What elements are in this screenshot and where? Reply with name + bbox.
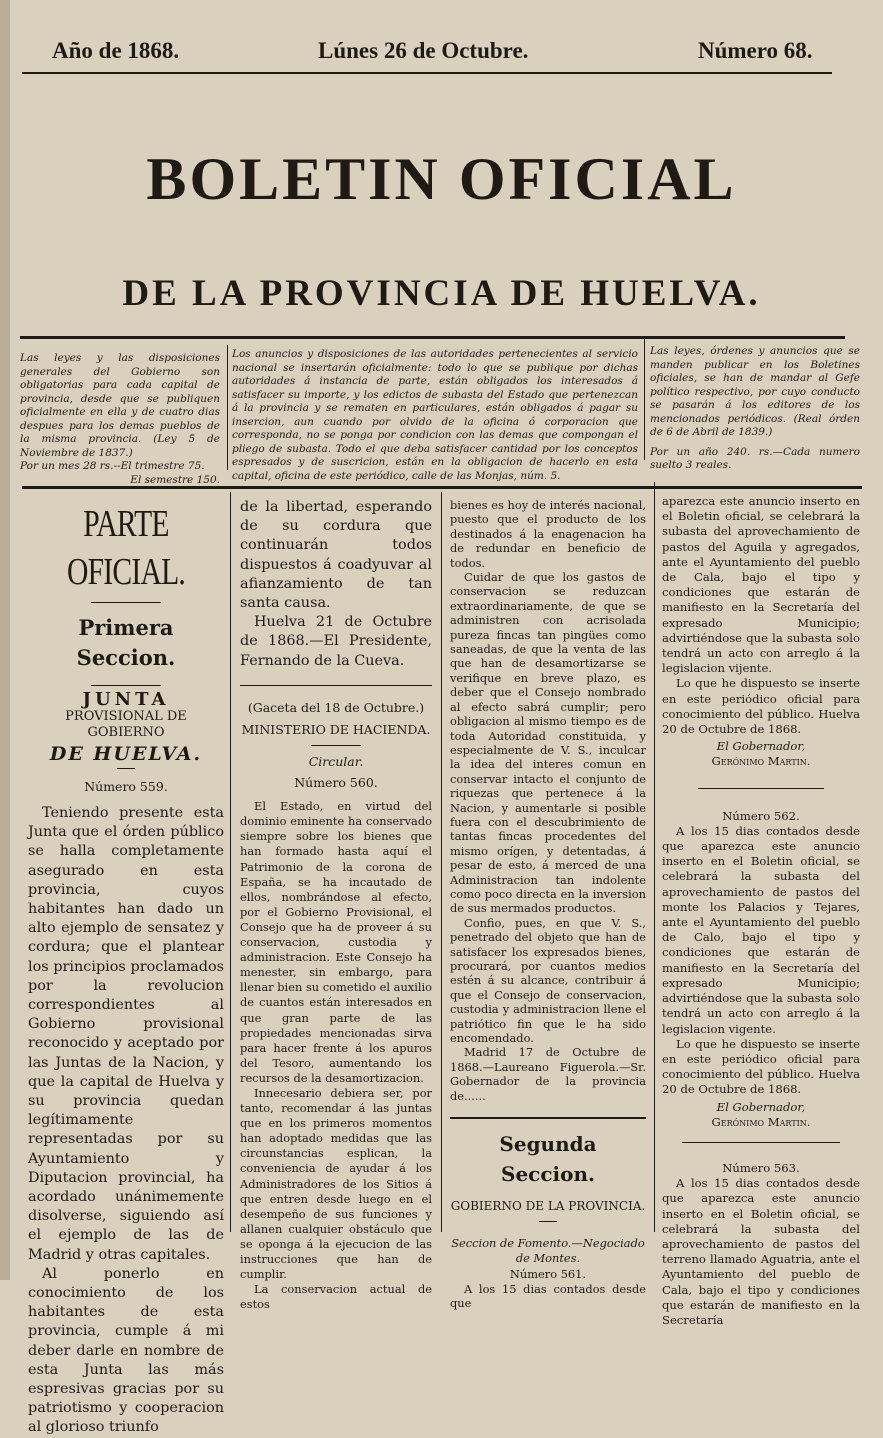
notice-left-text: Las leyes y las disposiciones generales del Gobierno son obligatorias para cada capital de provincia, desde que se publiquen oficialmente en ella y de cuatro dias despues para los demas pueblos de la misma provincia. (Ley 5 de Noviembre de 1837.)	[20, 352, 220, 459]
junta-subheading: PROVISIONAL DE GOBIERNO	[65, 708, 187, 741]
section-rule	[698, 788, 824, 789]
notice-left-price1: Por un mes 28 rs.--El trimestre 75.	[20, 460, 205, 472]
notice-left	[20, 352, 220, 487]
notice-right	[650, 345, 860, 473]
paragraph: Innecesario debiera ser, por tanto, recomendar á las juntas que en los primeros momentos han adoptado medidas que las circunstancias esplican, la conveniencia de ayudar á los Administradores de los Sitios á que entren desde luego en el desempeño de sus funciones y allanen cualquier obstáculo que se oponga á la ejecucion de las instrucciones que han de cumplir.	[240, 1085, 432, 1282]
paragraph: Lo que he dispuesto se inserte en este periódico oficial para conocimiento del público. Huelva 20 de Octubre de 1868.	[662, 676, 860, 737]
paragraph: bienes es hoy de interés nacional, puesto que el producto de los destinados á la enagenacion ha de redundar en beneficio de todos.	[450, 498, 646, 570]
segunda-seccion-heading: Segunda Seccion.	[499, 1132, 597, 1187]
document-number: Número 562.	[722, 808, 800, 823]
paragraph: Teniendo presente esta Junta que el órden público se halla completamente asegurado en esta provincia, cuyos habitantes han dado un alto ejemplo de sensatez y cordura; que el plantear los principios proclamados por la revolucion correspondientes al Gobierno provisional reconocido y aceptado por las Juntas de la Nacion, y que la capital de Huelva y su provincia quedan legítimamente representadas por su Ayuntamiento y Diputacion provincial, ha acordado unánimemente disolverse, siguiendo así el ejemplo de las de Madrid y otras capitales.	[28, 804, 224, 1263]
paragraph: Lo que he dispuesto se inserte en este periódico oficial para conocimiento del público. Huelva 20 de Octubre de 1868.	[662, 1036, 860, 1097]
paragraph: Cuidar de que los gastos de conservacion se reduzcan extraordinariamente, de que se administren con acrisolada pureza fincas tan pingües como saneadas, de que la venta de las que han de desamortizarse se verifique en breve plazo, es deber que el Consejo nombrado al efecto sabrá cumplir; pero obligacion al mismo tiempo es de toda Autoridad constituida, y especialmente de V. S., inculcar la idea del interes comun en conservar intacto el conjunto de riquezas que pertenece á la Nacion, y aumentarle si posible fuera con el descubrimiento de tantas fincas procedentes del mismo orígen, y detentadas, á pesar de esto, á merced de una Administracion tan indolente como poco directa en la inversion de sus mermados productos.	[450, 570, 646, 916]
paragraph: El Estado, en virtud del dominio eminente ha conservado siempre sobre los bienes que han formado hasta aquí el Patrimonio de la corona de España, se ha incautado de ellos, nombrándose al efecto, por el Gobierno Provisional, el Consejo que ha de proveer á su conservacion, custodia y administracion. Este Consejo ha menester, sin embargo, para llenar bien su cometido el auxilio de cuantos están interesados en que gran parte de las propiedades mencionadas sirva para hacer frente á los apuros del Tesoro, aumentando los recursos de la desamortizacion.	[240, 799, 432, 1085]
parte-oficial-heading: PARTE OFICIAL.	[66, 503, 186, 593]
section-rule	[450, 1117, 646, 1119]
signature-title: El Gobernador,	[716, 739, 806, 754]
signature-title: El Gobernador,	[716, 1099, 806, 1114]
document-number: Número 560.	[294, 774, 378, 790]
fomento-heading: Seccion de Fomento.—Negociado de Montes.	[451, 1236, 645, 1265]
paragraph: La conservacion actual de estos	[240, 1282, 432, 1312]
column-4	[662, 494, 860, 1328]
paragraph: de la libertad, esperando de su cordura que continuarán todos dispuestos á coadyuvar al afianzamiento de tan santa causa.	[240, 499, 432, 612]
primera-seccion-heading: Primera Seccion.	[76, 615, 176, 670]
column-2	[240, 498, 432, 1312]
paragraph: aparezca este anuncio inserto en el Boletin oficial, se celebrará la subasta del aprovechamiento de pastos del Aguila y agregados, ante el Ayuntamiento del pueblo de Cala, bajo el tipo y condiciones que estarán de manifiesto en la Secretaría del expresado Municipio; advirtiéndose que la subasta solo tendrá un acto con arreglo á la legislacion vijente.	[662, 494, 860, 676]
paragraph: Madrid 17 de Octubre de 1868.—Laureano Figuerola.—Sr. Gobernador de la provincia de......	[450, 1045, 646, 1103]
notice-right-price: Por un año 240. rs.—Cada numero suelto 3 reales.	[650, 445, 860, 471]
header-year: Año de 1868.	[52, 38, 180, 63]
header-rule	[22, 72, 832, 74]
junta-heading: JUNTA	[82, 689, 170, 710]
paragraph: Huelva 21 de Octubre de 1868.—El Presidente, Fernando de la Cueva.	[240, 614, 432, 669]
column-1	[28, 500, 224, 1438]
header-date: Lúnes 26 de Octubre.	[318, 38, 529, 63]
masthead-title: BOLETIN OFICIAL	[146, 146, 737, 212]
document-number: Número 561.	[509, 1267, 587, 1282]
ornament-rule	[311, 745, 361, 746]
ornament-rule	[91, 685, 161, 686]
ornament-dash	[117, 768, 135, 769]
section-rule	[240, 685, 432, 686]
notice-divider-1	[227, 345, 228, 470]
circular-heading: Circular.	[308, 754, 364, 770]
ministerio-heading: MINISTERIO DE HACIENDA.	[241, 722, 431, 738]
gaceta-reference: (Gaceta del 18 de Octubre.)	[247, 699, 425, 715]
signature-name: Gerónimo Martin.	[711, 1114, 811, 1129]
column-divider-2	[441, 492, 442, 1232]
masthead-subtitle: DE LA PROVINCIA DE HUELVA.	[122, 273, 761, 314]
notice-right-text: Las leyes, órdenes y anuncios que se manden publicar en los Boletines oficiales, se han de mandar al Gefe político respectivo, por cuyo conducto se pasarán á los editores de los mencionados periódicos. (Real órden de 6 de Abril de 1839.)	[650, 345, 860, 438]
paragraph: Al ponerlo en conocimiento de los habitantes de esta provincia, cumple á mi deber darle en nombre de esta Junta las más espresivas gracias por su patriotismo y cooperacion al glorioso triunfo	[28, 1265, 224, 1436]
document-number: Número 563.	[722, 1160, 800, 1175]
header-number: Número 68.	[698, 38, 813, 63]
signature-name: Gerónimo Martin.	[711, 754, 811, 769]
notice-divider-2	[644, 338, 645, 460]
notice-top-rule	[20, 336, 845, 339]
columns-top-rule	[22, 486, 862, 489]
section-rule	[682, 1142, 840, 1143]
paragraph: A los 15 dias contados desde que	[450, 1281, 646, 1311]
paragraph: A los 15 dias contados desde que aparezca este anuncio inserto en el Boletin oficial, se celebrará la subasta del aprovechamiento de pastos del terreno llamado Aguatria, ante el Ayuntamiento del pueblo de Cala, bajo el tipo y condiciones que estarán de manifiesto en la Secretaría	[662, 1176, 860, 1327]
column-divider-1	[230, 492, 231, 1232]
column-3	[450, 498, 646, 1311]
junta-place: DE HUELVA.	[49, 742, 203, 765]
ornament-dash	[539, 1221, 557, 1222]
paragraph: A los 15 dias contados desde que aparezca este anuncio inserto en el Boletin oficial, se celebrará la subasta del aprovechamiento de pastos del monte los Palacios y Tejares, ante el Ayuntamiento del pueblo de Calo, bajo el tipo y condiciones que estarán de manifiesto en la Secretaría del expresado Municipio; advirtiéndose que la subasta solo tendrá un acto con arreglo á la legislacion vigente.	[662, 823, 860, 1036]
notice-center: Los anuncios y disposiciones de las autoridades pertenecientes al servicio nacional se insertarán oficialmente: todo lo que se publique por dichas autoridades á instancia de parte, están obligados los interesados á satisfacer su importe, y los edictos de subasta del Estado que pertenezcan á la provincia y se rematen en particulares, están obligados á pagar su insercion, aun cuando por olvido de la oficina ó corporacion que corresponda, no se ponga por condicion con las demas que compongan el pliego de subasta. Todo el que deba satisfacer cantidad por los conceptos espresados y de suscricion, están en la obligacion de hacerlo en esta capital, oficina de este periódico, calle de las Monjas, núm. 5.	[232, 348, 638, 482]
paragraph: Confio, pues, en que V. S., penetrado del objeto que han de satisfacer los expresados bienes, procurará, por cuantos medios estén á su alcance, contribuir á que el Consejo de conservacion, custodia y administracion llene el patriótico fin que le ha sido encomendado.	[450, 915, 646, 1046]
gobierno-heading: GOBIERNO DE LA PROVINCIA.	[450, 1199, 646, 1214]
column-divider-3	[654, 482, 655, 1232]
ornament-rule	[91, 602, 161, 603]
document-number: Número 559.	[84, 779, 168, 795]
notice-left-price2: El semestre 150.	[130, 473, 220, 486]
